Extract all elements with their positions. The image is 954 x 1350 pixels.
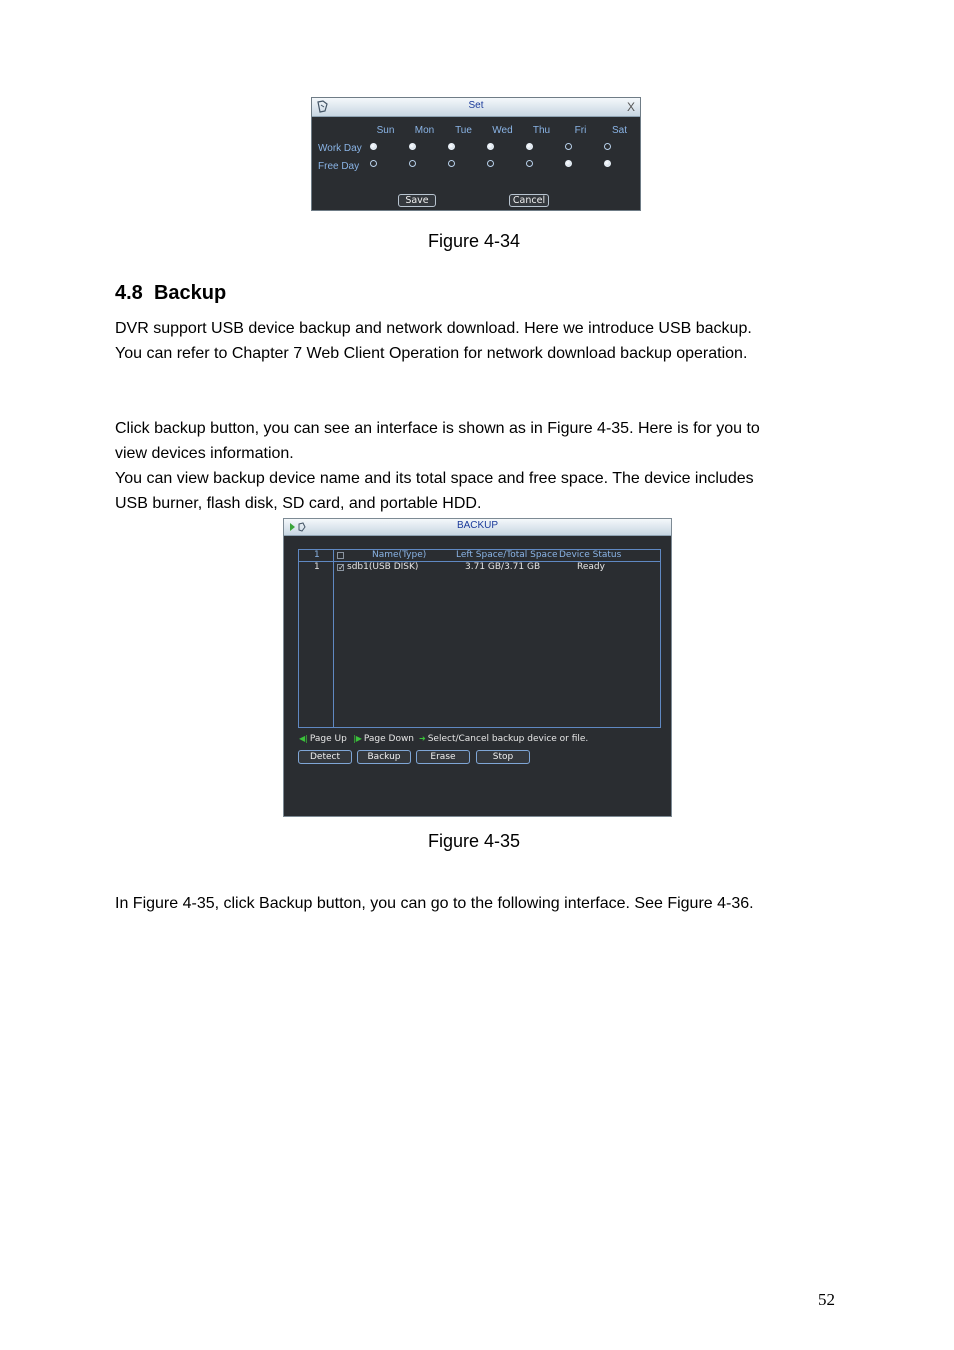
header-name-type: Name(Type) bbox=[372, 550, 427, 560]
stop-button[interactable]: Stop bbox=[476, 750, 530, 764]
day-header-fri: Fri bbox=[574, 125, 587, 136]
select-arrow-icon: ➜ bbox=[419, 734, 426, 743]
paragraph-2-line-2: view devices information. bbox=[115, 445, 294, 462]
day-header-mon: Mon bbox=[414, 125, 435, 136]
close-icon[interactable]: X bbox=[626, 100, 635, 114]
work-day-radio-fri[interactable] bbox=[565, 143, 572, 150]
paragraph-3-line-2: USB burner, flash disk, SD card, and portable HDD. bbox=[115, 495, 482, 512]
row-status: Ready bbox=[577, 562, 605, 572]
save-button[interactable]: Save bbox=[398, 194, 436, 207]
page-down-hint[interactable]: |▶ Page Down bbox=[353, 734, 415, 744]
work-day-radio-mon[interactable] bbox=[409, 143, 416, 150]
paragraph-2-line-1: Click backup button, you can see an interface is shown as in Figure 4-35. Here is for you to bbox=[115, 420, 760, 437]
day-header-sat: Sat bbox=[611, 125, 627, 136]
backup-device-table bbox=[298, 549, 661, 728]
work-day-radio-tue[interactable] bbox=[448, 143, 455, 150]
set-dialog bbox=[311, 97, 641, 211]
table-column-divider bbox=[333, 550, 334, 727]
free-day-radio-sun[interactable] bbox=[370, 160, 377, 167]
free-day-radio-wed[interactable] bbox=[487, 160, 494, 167]
work-day-label: Work Day bbox=[318, 143, 362, 154]
free-day-label: Free Day bbox=[318, 161, 360, 172]
day-header-thu: Thu bbox=[532, 125, 551, 136]
paragraph-3-line-1: You can view backup device name and its total space and free space. The device includes bbox=[115, 470, 754, 487]
row-space: 3.71 GB/3.71 GB bbox=[465, 562, 541, 572]
free-day-radio-sat[interactable] bbox=[604, 160, 611, 167]
section-number: 4.8 bbox=[115, 282, 143, 304]
free-day-radio-tue[interactable] bbox=[448, 160, 455, 167]
free-day-radio-mon[interactable] bbox=[409, 160, 416, 167]
day-header-tue: Tue bbox=[455, 125, 472, 136]
closing-paragraph: In Figure 4-35, click Backup button, you can go to the following interface. See Figure 4-36. bbox=[115, 895, 754, 912]
work-day-radio-wed[interactable] bbox=[487, 143, 494, 150]
day-header-sun: Sun bbox=[376, 125, 395, 136]
header-device-status: Device Status bbox=[559, 550, 622, 560]
header-space: Left Space/Total Space bbox=[456, 550, 558, 560]
backup-dialog-titlebar bbox=[284, 519, 671, 536]
free-day-radio-thu[interactable] bbox=[526, 160, 533, 167]
backup-button[interactable]: Backup bbox=[357, 750, 411, 764]
cancel-button[interactable]: Cancel bbox=[509, 194, 549, 207]
select-hint: ➜ Select/Cancel backup device or file. bbox=[419, 734, 589, 744]
page-number: 52 bbox=[818, 1290, 835, 1309]
page-down-icon: |▶ bbox=[353, 734, 362, 743]
work-day-radio-sat[interactable] bbox=[604, 143, 611, 150]
paragraph-1-line-1: DVR support USB device backup and network download. Here we introduce USB backup. bbox=[115, 320, 752, 337]
page-up-hint[interactable]: ◀| Page Up bbox=[299, 734, 347, 744]
set-dialog-titlebar bbox=[312, 98, 640, 117]
detect-button[interactable]: Detect bbox=[298, 750, 352, 764]
row-checkbox[interactable]: ✓ bbox=[338, 563, 345, 572]
work-day-radio-thu[interactable] bbox=[526, 143, 533, 150]
page-up-icon: ◀| bbox=[299, 734, 308, 743]
free-day-radio-fri[interactable] bbox=[565, 160, 572, 167]
day-header-wed: Wed bbox=[492, 125, 513, 136]
erase-button[interactable]: Erase bbox=[416, 750, 470, 764]
backup-dialog bbox=[283, 518, 672, 817]
row-index: 1 bbox=[314, 562, 320, 572]
figure-35-caption: Figure 4-35 bbox=[428, 831, 521, 851]
backup-dialog-title: BACKUP bbox=[456, 520, 499, 531]
section-heading bbox=[115, 282, 226, 305]
figure-34-caption: Figure 4-34 bbox=[428, 231, 521, 251]
select-all-checkbox[interactable] bbox=[337, 552, 344, 559]
row-device-name: sdb1(USB DISK) bbox=[347, 562, 419, 572]
set-dialog-title: Set bbox=[468, 100, 484, 111]
work-day-radio-sun[interactable] bbox=[370, 143, 377, 150]
header-index: 1 bbox=[314, 550, 320, 560]
paragraph-1-line-2: You can refer to Chapter 7 Web Client Operation for network download backup operation. bbox=[115, 345, 748, 362]
section-title: Backup bbox=[153, 282, 227, 304]
